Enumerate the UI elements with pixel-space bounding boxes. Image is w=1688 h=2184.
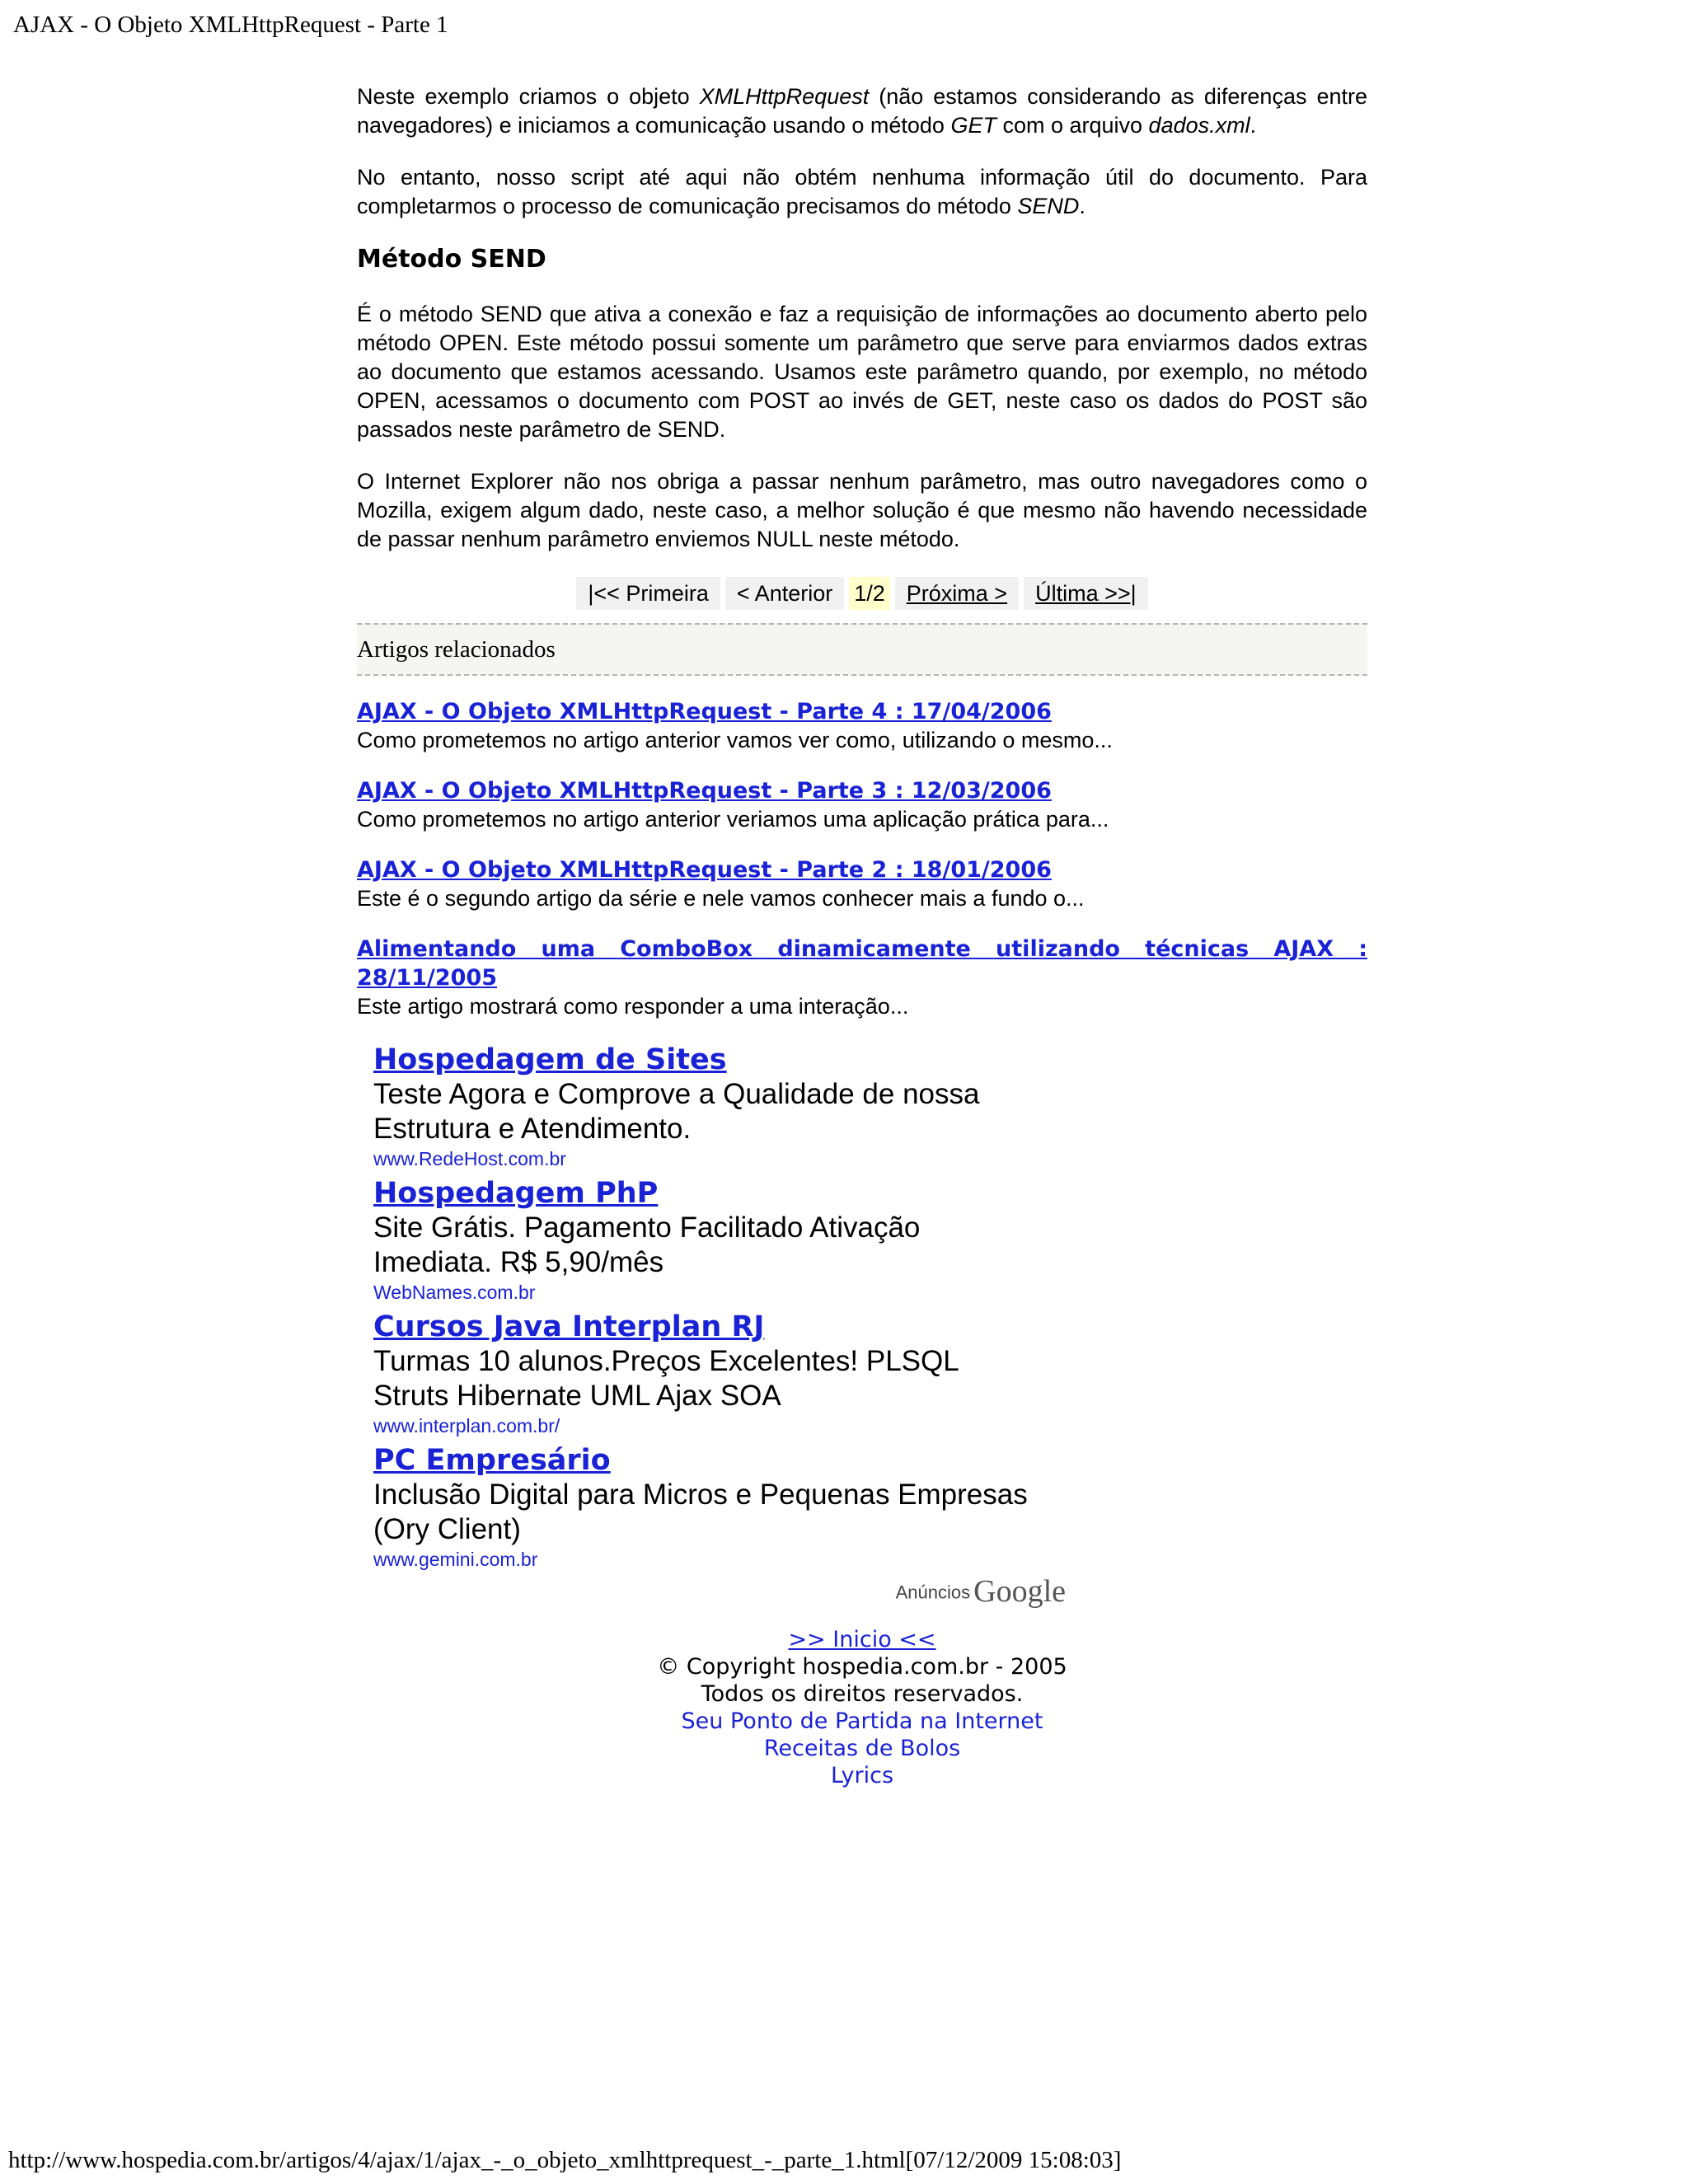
footer-link-1[interactable]: Seu Ponto de Partida na Internet bbox=[681, 1708, 1043, 1734]
footer-link-2[interactable]: Receitas de Bolos bbox=[763, 1736, 961, 1761]
code-term: GET bbox=[950, 113, 996, 138]
ad-item bbox=[373, 1176, 1367, 1305]
related-item bbox=[357, 697, 1367, 755]
ad-url-1[interactable]: www.RedeHost.com.br bbox=[373, 1148, 566, 1169]
related-articles-header: Artigos relacionados bbox=[357, 623, 1367, 676]
related-link-4[interactable]: Alimentando uma ComboBox dinamicamente utilizando técnicas AJAX : 28/11/2005 bbox=[357, 936, 1367, 991]
ad-url-2[interactable]: WebNames.com.br bbox=[373, 1282, 536, 1303]
pagination bbox=[357, 577, 1367, 610]
related-link-2[interactable]: AJAX - O Objeto XMLHttpRequest - Parte 3 : 12/03/2006 bbox=[357, 778, 1052, 804]
text-run: Neste exemplo criamos o objeto bbox=[357, 84, 700, 109]
related-desc-3: Este é o segundo artigo da série e nele vamos conhecer mais a fundo o... bbox=[357, 886, 1085, 911]
ad-url-4[interactable]: www.gemini.com.br bbox=[373, 1549, 538, 1570]
pager-current: 1/2 bbox=[849, 577, 890, 610]
ad-title-link-4[interactable]: PC Empresário bbox=[373, 1444, 611, 1477]
ad-title-link-2[interactable]: Hospedagem PhP bbox=[373, 1177, 659, 1210]
section-paragraph-1: É o método SEND que ativa a conexão e faz a requisição de informações ao documento aberto pelo método OPEN. Este método possui somente um parâmetro que serve para enviarmos dados extras ao documento que estamos acessando. Usamos este parâmetro quando, por exemplo, no método OPEN, acessamos o documento com POST ao invés de GET, neste caso os dados do POST são passados neste parâmetro de SEND. bbox=[357, 302, 1367, 442]
section-heading: Método SEND bbox=[357, 245, 546, 274]
pager-last-link[interactable]: Última >>| bbox=[1024, 577, 1148, 610]
related-link-1[interactable]: AJAX - O Objeto XMLHttpRequest - Parte 4 : 17/04/2006 bbox=[357, 699, 1052, 724]
ad-title-link-1[interactable]: Hospedagem de Sites bbox=[373, 1043, 727, 1076]
text-run: . bbox=[1079, 194, 1085, 218]
pager-next-link[interactable]: Próxima > bbox=[895, 577, 1019, 610]
google-logo-icon: Google bbox=[973, 1574, 1066, 1610]
text-run: No entanto, nosso script até aqui não obtém nenhuma informação útil do documento. Para completarmos o processo de comunicação precisamos do método bbox=[357, 165, 1367, 218]
ads-by-google[interactable] bbox=[373, 1574, 1066, 1618]
ad-item bbox=[373, 1043, 1367, 1171]
text-run: (não estamos considerando as diferenças entre navegadores) e iniciamos a comunicação usando o método bbox=[357, 84, 1367, 138]
print-header-title: AJAX - O Objeto XMLHttpRequest - Parte 1 bbox=[13, 12, 448, 38]
ad-text-3: Turmas 10 alunos.Preços Excelentes! PLSQL Struts Hibernate UML Ajax SOA bbox=[373, 1345, 959, 1412]
text-run: . bbox=[1250, 113, 1257, 138]
related-link-3[interactable]: AJAX - O Objeto XMLHttpRequest - Parte 2 : 18/01/2006 bbox=[357, 857, 1052, 883]
google-ads-block bbox=[373, 1043, 1367, 1618]
related-item bbox=[357, 855, 1367, 913]
related-item bbox=[357, 935, 1367, 1021]
related-desc-1: Como prometemos no artigo anterior vamos ver como, utilizando o mesmo... bbox=[357, 728, 1113, 752]
pager-first-button[interactable]: |<< Primeira bbox=[576, 577, 720, 610]
related-desc-2: Como prometemos no artigo anterior veriamos uma aplicação prática para... bbox=[357, 807, 1109, 832]
ads-label: Anúncios bbox=[895, 1582, 971, 1603]
code-term: dados.xml bbox=[1148, 113, 1250, 138]
footer-link-3[interactable]: Lyrics bbox=[830, 1763, 894, 1788]
related-desc-4: Este artigo mostrará como responder a uma interação... bbox=[357, 994, 909, 1019]
code-term: SEND bbox=[1017, 194, 1080, 218]
text-run: com o arquivo bbox=[996, 113, 1149, 138]
site-footer bbox=[357, 1626, 1367, 1789]
ad-url-3[interactable]: www.interplan.com.br/ bbox=[373, 1415, 560, 1436]
home-link[interactable]: >> Inicio << bbox=[788, 1627, 936, 1652]
ad-title-link-3[interactable]: Cursos Java Interplan RJ bbox=[373, 1310, 765, 1343]
copyright-text: © Copyright hospedia.com.br - 2005 bbox=[657, 1654, 1067, 1680]
pager-prev-button[interactable]: < Anterior bbox=[725, 577, 844, 610]
ad-text-2: Site Grátis. Pagamento Facilitado Ativação Imediata. R$ 5,90/mês bbox=[373, 1212, 921, 1278]
intro-paragraph-1 bbox=[357, 82, 1367, 140]
article-content bbox=[357, 82, 1367, 1789]
code-term: XMLHttpRequest bbox=[699, 84, 870, 109]
ad-item bbox=[373, 1443, 1367, 1572]
rights-text: Todos os direitos reservados. bbox=[701, 1681, 1024, 1707]
ad-text-1: Teste Agora e Comprove a Qualidade de nossa Estrutura e Atendimento. bbox=[373, 1078, 980, 1145]
ad-text-4: Inclusão Digital para Micros e Pequenas Empresas (Ory Client) bbox=[373, 1479, 1028, 1545]
print-footer-url: http://www.hospedia.com.br/artigos/4/ajax/1/ajax_-_o_objeto_xmlhttprequest_-_parte_1.html[07/12/2009 15:08:03] bbox=[8, 2147, 1122, 2173]
intro-paragraph-2 bbox=[357, 163, 1367, 221]
section-paragraph-2: O Internet Explorer não nos obriga a passar nenhum parâmetro, mas outro navegadores como o Mozilla, exigem algum dado, neste caso, a melhor solução é que mesmo não havendo necessidade de passar nenhum parâmetro enviemos NULL neste método. bbox=[357, 469, 1367, 551]
ad-item bbox=[373, 1310, 1367, 1438]
related-item bbox=[357, 776, 1367, 834]
